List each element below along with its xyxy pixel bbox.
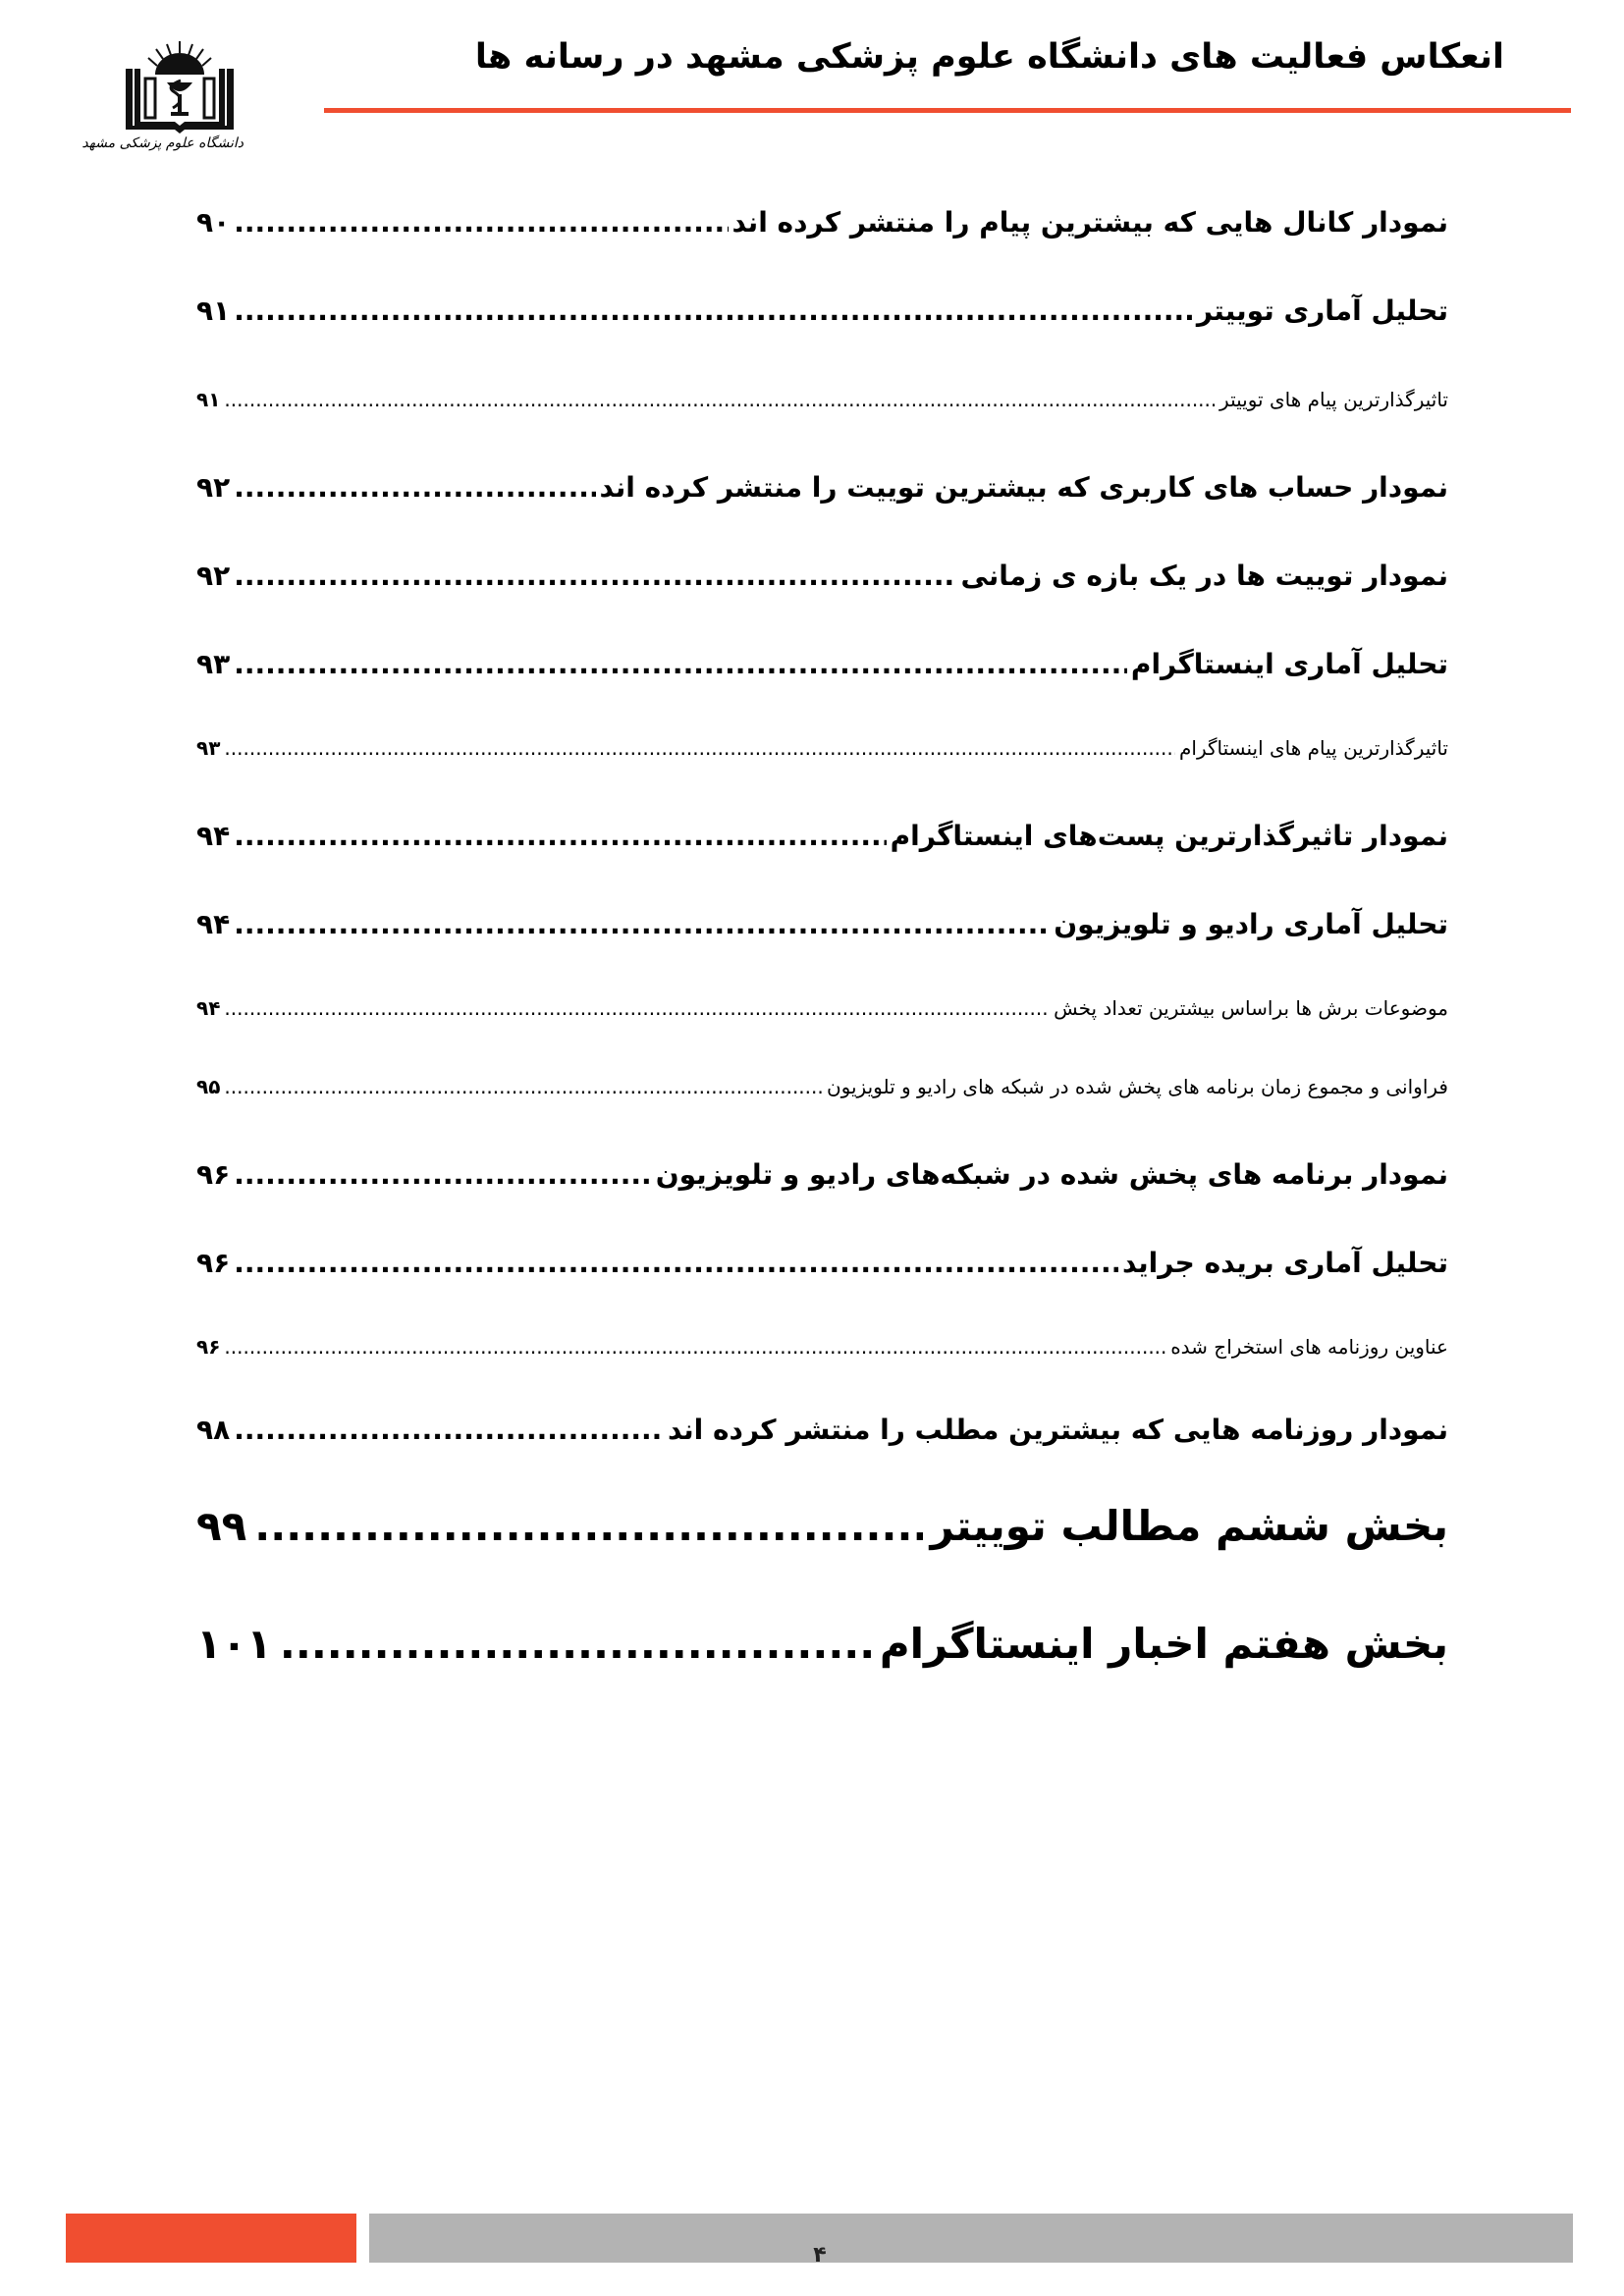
footer-bar — [369, 2214, 1573, 2263]
logo-caption: دانشگاه علوم پزشکی مشهد — [81, 135, 244, 151]
toc-entry[interactable] — [196, 1335, 1448, 1359]
toc-entry[interactable] — [196, 294, 1448, 327]
toc-entry-title: تحلیل آماری اینستاگرام — [1130, 648, 1448, 680]
toc-entry-title: نمودار حساب های کاربری که بیشترین توییت را منتشر کرده اند — [599, 471, 1448, 504]
toc-dot-leader — [224, 388, 1216, 411]
toc-entry-title: نمودار کانال هایی که بیشترین پیام را منتشر کرده اند — [731, 206, 1448, 239]
toc-entry-title: تحلیل آماری رادیو و تلویزیون — [1054, 908, 1448, 940]
toc-entry-title: نمودار برنامه های پخش شده در شبکه‌های رادیو و تلویزیون — [655, 1158, 1448, 1191]
toc-entry[interactable] — [196, 206, 1448, 239]
toc-entry-page: ۹۶ — [196, 1247, 231, 1279]
toc-dot-leader — [224, 996, 1050, 1020]
toc-entry[interactable] — [196, 1247, 1448, 1279]
toc-entry-page: ۹۱ — [196, 294, 231, 327]
toc-entry-page: ۱۰۱ — [196, 1620, 272, 1668]
toc-entry-page: ۹۸ — [196, 1414, 231, 1446]
toc-entry-page: ۹۱ — [196, 388, 221, 411]
toc-entry-title: عناوین روزنامه های استخراج شده — [1170, 1335, 1448, 1359]
toc-entry-title: نمودار روزنامه هایی که بیشترین مطلب را منتشر کرده اند — [667, 1414, 1448, 1446]
toc-entry[interactable] — [196, 736, 1448, 760]
toc-entry-title: موضوعات برش ها براساس بیشترین تعداد پخش — [1054, 996, 1448, 1020]
toc-entry[interactable] — [196, 388, 1448, 411]
toc-entry-page: ۹۴ — [196, 996, 221, 1020]
toc-dot-leader — [234, 648, 1127, 680]
toc-entry[interactable] — [196, 1502, 1448, 1550]
toc-entry-page: ۹۶ — [196, 1158, 231, 1191]
toc-entry-page: ۹۹ — [196, 1502, 247, 1550]
toc-dot-leader — [254, 1502, 922, 1550]
toc-entry[interactable] — [196, 471, 1448, 504]
university-emblem-icon — [116, 39, 244, 137]
toc-entry[interactable] — [196, 1075, 1448, 1098]
university-logo — [81, 39, 244, 167]
toc-entry[interactable] — [196, 820, 1448, 852]
toc-entry[interactable] — [196, 1158, 1448, 1191]
toc-dot-leader — [234, 820, 886, 852]
toc-entry-page: ۹۰ — [196, 206, 231, 239]
toc-entry[interactable] — [196, 1620, 1448, 1668]
toc-entry-page: ۹۳ — [196, 736, 221, 760]
toc-dot-leader — [224, 1335, 1166, 1359]
toc-entry-title: تاثیرگذارترین پیام های اینستاگرام — [1179, 736, 1448, 760]
toc-entry[interactable] — [196, 648, 1448, 680]
toc-dot-leader — [234, 1158, 652, 1191]
toc-entry-page: ۹۴ — [196, 908, 231, 940]
toc-dot-leader — [234, 1414, 664, 1446]
toc-entry-page: ۹۴ — [196, 820, 231, 852]
toc-entry[interactable] — [196, 1414, 1448, 1446]
toc-dot-leader — [234, 908, 1050, 940]
header-rule — [324, 108, 1571, 113]
toc-entry-title: بخش هفتم اخبار اینستاگرام — [879, 1620, 1448, 1668]
toc-entry-page: ۹۶ — [196, 1335, 221, 1359]
toc-entry-title: نمودار توییت ها در یک بازه ی زمانی — [960, 560, 1448, 592]
toc-entry[interactable] — [196, 908, 1448, 940]
page-number: ۴ — [813, 2243, 827, 2268]
toc-dot-leader — [234, 206, 728, 239]
toc-entry[interactable] — [196, 996, 1448, 1020]
toc-entry-page: ۹۲ — [196, 560, 231, 592]
toc-entry[interactable] — [196, 560, 1448, 592]
toc-entry-page: ۹۲ — [196, 471, 231, 504]
toc-entry-title: تحلیل آماری بریده جراید — [1121, 1247, 1448, 1279]
toc-entry-title: نمودار تاثیرگذارترین پست‌های اینستاگرام — [890, 820, 1448, 852]
document-title: انعکاس فعالیت های دانشگاه علوم پزشکی مشهد در رسانه ها — [474, 37, 1504, 77]
toc-entry-title: تحلیل آماری توییتر — [1196, 294, 1448, 327]
toc-dot-leader — [234, 1247, 1118, 1279]
toc-entry-title: تاثیرگذارترین پیام های توییتر — [1219, 388, 1448, 411]
toc-entry-title: فراوانی و مجموع زمان برنامه های پخش شده در شبکه های رادیو و تلویزیون — [826, 1075, 1448, 1098]
toc-dot-leader — [224, 1075, 823, 1098]
toc-dot-leader — [280, 1620, 872, 1668]
toc-entry-page: ۹۳ — [196, 648, 231, 680]
toc-dot-leader — [234, 560, 956, 592]
toc-entry-page: ۹۵ — [196, 1075, 221, 1098]
toc-dot-leader — [234, 471, 595, 504]
toc-dot-leader — [224, 736, 1175, 760]
toc-entry-title: بخش ششم مطالب توییتر — [930, 1502, 1448, 1550]
footer-accent-bar — [66, 2214, 356, 2263]
toc-dot-leader — [234, 294, 1193, 327]
page-header — [0, 0, 1624, 167]
